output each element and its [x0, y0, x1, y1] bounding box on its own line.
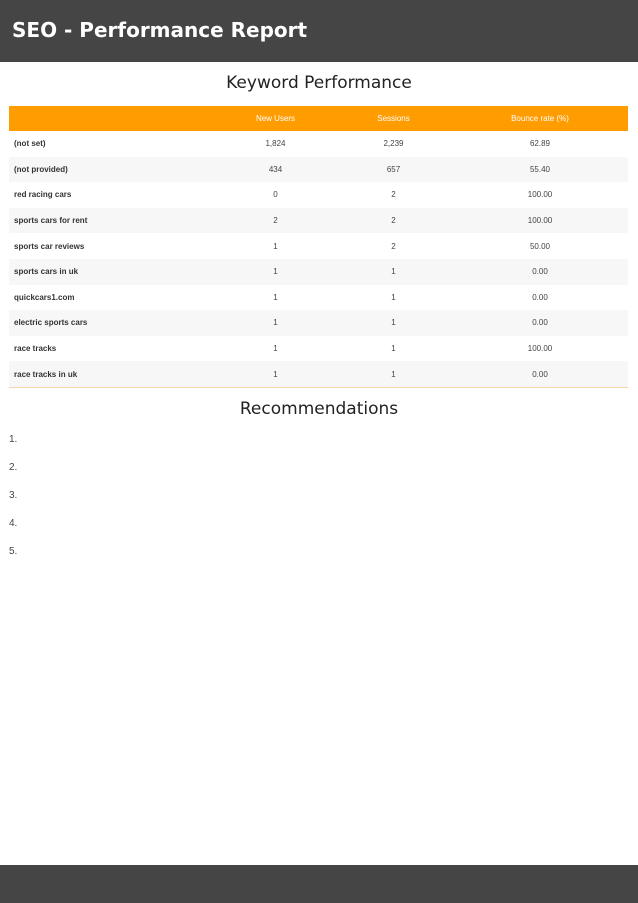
bounce-rate-cell: 0.00: [452, 310, 628, 336]
recommendation-item: 2.: [9, 462, 18, 473]
column-header-new-users: New Users: [216, 106, 335, 131]
bounce-rate-cell: 100.00: [452, 208, 628, 234]
report-header: [0, 0, 638, 62]
table-row: [9, 336, 628, 362]
bounce-rate-cell: 0.00: [452, 361, 628, 387]
table-row: [9, 361, 628, 387]
table-row: [9, 208, 628, 234]
new-users-cell: 1: [273, 344, 278, 354]
recommendations-list: [9, 433, 17, 573]
keyword-cell: sports cars for rent: [9, 208, 216, 234]
new-users-cell: 2: [216, 208, 335, 234]
keyword-cell: race tracks in uk: [9, 361, 216, 387]
bounce-rate-cell: 50.00: [529, 241, 551, 251]
new-users-cell: 1: [273, 241, 278, 251]
keyword-cell: race tracks: [14, 344, 57, 354]
report-footer: [0, 865, 638, 903]
recommendation-item: 3.: [9, 490, 18, 501]
keyword-cell: sports cars in uk: [9, 259, 216, 285]
table-row: [9, 259, 628, 285]
recommendations-heading: Recommendations: [239, 399, 399, 419]
keyword-cell: sports car reviews: [14, 241, 85, 251]
keyword-performance-heading: Keyword Performance: [226, 73, 412, 93]
column-header-keyword: [9, 106, 216, 131]
sessions-cell: 657: [335, 157, 452, 183]
keyword-cell: red racing cars: [14, 190, 72, 200]
bounce-rate-cell: 0.00: [532, 292, 548, 302]
bounce-rate-cell: 100.00: [527, 344, 553, 354]
keyword-performance-table: [9, 106, 628, 388]
keyword-cell: (not provided): [9, 157, 216, 183]
new-users-cell: 1,824: [265, 139, 286, 149]
bounce-rate-cell: 0.00: [452, 259, 628, 285]
keyword-cell: (not set): [14, 139, 46, 149]
report-title: SEO - Performance Report: [12, 18, 308, 42]
table-row: [9, 157, 628, 183]
new-users-cell: 1: [216, 259, 335, 285]
sessions-cell: 1: [391, 292, 396, 302]
new-users-cell: 0: [273, 190, 278, 200]
keyword-cell: electric sports cars: [9, 310, 216, 336]
table-row: [9, 233, 628, 259]
table-row: [9, 310, 628, 336]
bounce-rate-cell: 55.40: [452, 157, 628, 183]
new-users-cell: 434: [216, 157, 335, 183]
sessions-cell: 2,239: [383, 139, 404, 149]
recommendation-item: 5.: [9, 546, 18, 557]
sessions-cell: 2: [335, 208, 452, 234]
recommendation-item: 4.: [9, 518, 18, 529]
keyword-cell: quickcars1.com: [14, 292, 75, 302]
bounce-rate-cell: 100.00: [527, 190, 553, 200]
new-users-cell: 1: [216, 310, 335, 336]
new-users-cell: 1: [216, 361, 335, 387]
sessions-cell: 1: [335, 361, 452, 387]
table-row: [9, 285, 628, 311]
sessions-cell: 2: [391, 241, 396, 251]
column-header-bounce-rate: Bounce rate (%): [452, 106, 628, 131]
table-header-row: [9, 106, 628, 131]
sessions-cell: 2: [391, 190, 396, 200]
table-row: [9, 182, 628, 208]
sessions-cell: 1: [391, 344, 396, 354]
sessions-cell: 1: [335, 259, 452, 285]
table-row: [9, 131, 628, 157]
bounce-rate-cell: 62.89: [529, 139, 551, 149]
sessions-cell: 1: [335, 310, 452, 336]
column-header-sessions: Sessions: [335, 106, 452, 131]
recommendation-item: 1.: [9, 434, 18, 445]
new-users-cell: 1: [273, 292, 278, 302]
